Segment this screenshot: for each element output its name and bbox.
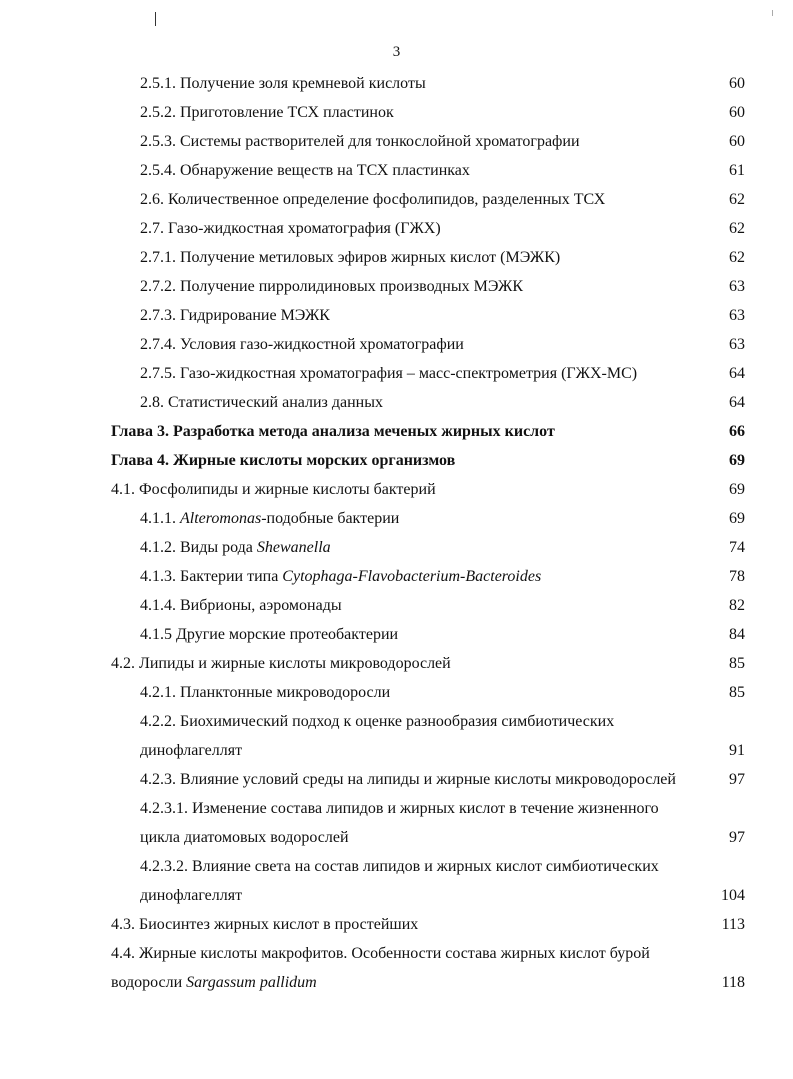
toc-entry — [0, 475, 793, 504]
text: Глава 3. Разработка метода анализа меченых жирных кислот — [111, 423, 555, 440]
toc-entry-title — [140, 98, 394, 127]
text: 4.1. Фосфолипиды и жирные кислоты бактерий — [111, 481, 436, 498]
toc-entry-title — [140, 620, 398, 649]
toc-entry — [0, 794, 793, 823]
toc-entry-title — [140, 707, 614, 736]
text: 2.7. Газо-жидкостная хроматография (ГЖХ) — [140, 220, 441, 237]
text: 4.2.3. Влияние условий среды на липиды и жирные кислоты микроводорослей — [140, 771, 676, 788]
text: 2.7.3. Гидрирование МЭЖК — [140, 307, 330, 324]
italic-text: Sargassum pallidum — [186, 974, 317, 991]
toc-entry — [0, 649, 793, 678]
toc-entry-page: 63 — [729, 307, 745, 324]
toc-entry-title — [140, 127, 580, 156]
scan-mark — [155, 12, 156, 26]
toc-entry-page: 85 — [729, 684, 745, 701]
toc-entry-title — [111, 939, 650, 968]
text: 4.1.1. — [140, 510, 180, 527]
toc-entry — [0, 330, 793, 359]
toc-entry — [0, 504, 793, 533]
toc-entry-title — [140, 156, 470, 185]
toc-entry-title — [111, 910, 418, 939]
toc-entry — [0, 156, 793, 185]
toc-entry-title — [140, 214, 441, 243]
toc-entry — [0, 243, 793, 272]
toc-entry-title — [140, 562, 541, 591]
toc-entry-page: 84 — [729, 626, 745, 643]
page-number: 3 — [392, 44, 401, 60]
toc-entry-title — [140, 272, 523, 301]
toc-entry — [0, 852, 793, 881]
toc-entry — [0, 939, 793, 968]
text: 2.6. Количественное определение фосфолипидов, разделенных ТСХ — [140, 191, 606, 208]
toc-entry-title — [140, 852, 659, 881]
text: 4.4. Жирные кислоты макрофитов. Особенности состава жирных кислот бурой — [111, 945, 650, 962]
toc-entry-title — [140, 591, 342, 620]
italic-text: Cytophaga-Flavobacterium-Bacteroides — [282, 568, 542, 585]
toc-entry — [0, 562, 793, 591]
toc-entry — [0, 301, 793, 330]
toc-entry-page: 63 — [729, 336, 745, 353]
toc-entry — [0, 272, 793, 301]
toc-entry — [0, 69, 793, 98]
toc-entry-title — [140, 301, 330, 330]
toc-entry-page: 82 — [729, 597, 745, 614]
toc-entry-page: 66 — [729, 423, 745, 440]
text: Глава 4. Жирные кислоты морских организмов — [111, 452, 456, 469]
toc-entry-title — [111, 417, 555, 446]
toc-entry — [0, 388, 793, 417]
toc-entry-title — [111, 475, 436, 504]
toc-entry-title — [111, 649, 451, 678]
toc-entry-title — [140, 765, 676, 794]
toc-entry — [0, 678, 793, 707]
text: 2.7.2. Получение пирролидиновых производных МЭЖК — [140, 278, 524, 295]
toc-entry — [0, 881, 793, 910]
toc-entry-title — [140, 794, 659, 823]
scan-mark — [772, 10, 773, 16]
toc-entry-page: 62 — [729, 220, 745, 237]
toc-entry — [0, 736, 793, 765]
text: 2.7.1. Получение метиловых эфиров жирных кислот (МЭЖК) — [140, 249, 561, 266]
text: 4.2. Липиды и жирные кислоты микроводорослей — [111, 655, 451, 672]
text: 4.1.5 Другие морские протеобактерии — [140, 626, 399, 643]
toc-entry — [0, 533, 793, 562]
toc-entry — [0, 707, 793, 736]
toc-entry — [0, 968, 793, 997]
text: 4.2.3.2. Влияние света на состав липидов и жирных кислот симбиотических — [140, 858, 659, 875]
text: 4.3. Биосинтез жирных кислот в простейших — [111, 916, 419, 933]
text: 4.1.2. Виды рода — [140, 539, 257, 556]
text: 4.2.3.1. Изменение состава липидов и жирных кислот в течение жизненного — [140, 800, 659, 817]
toc-entry-page: 69 — [729, 510, 745, 527]
toc-entry-title — [140, 736, 242, 765]
toc-entry-title — [111, 968, 317, 997]
toc-entry — [0, 591, 793, 620]
toc-entry-page: 85 — [729, 655, 745, 672]
toc-entry — [0, 823, 793, 852]
toc-entry-title — [140, 881, 242, 910]
toc-entry-title — [140, 823, 349, 852]
text: -подобные бактерии — [261, 510, 400, 527]
text: 2.8. Статистический анализ данных — [140, 394, 383, 411]
toc-entry — [0, 620, 793, 649]
text: 2.5.1. Получение золя кремневой кислоты — [140, 75, 426, 92]
toc-entry-page: 69 — [729, 452, 745, 469]
toc-entry-title — [140, 678, 390, 707]
toc-entry-page: 60 — [729, 75, 745, 92]
toc-entry-title — [140, 243, 560, 272]
toc-entry-page: 62 — [729, 191, 745, 208]
toc-entry — [0, 214, 793, 243]
toc-entry-title — [140, 388, 383, 417]
toc-entry-page: 91 — [729, 742, 745, 759]
toc-entry-page: 63 — [729, 278, 745, 295]
toc-entry-page: 118 — [721, 974, 745, 991]
toc-entry-title — [140, 359, 637, 388]
toc-entry — [0, 98, 793, 127]
text: водоросли — [111, 974, 187, 991]
text: цикла диатомовых водорослей — [140, 829, 349, 846]
toc-entry-page: 64 — [729, 394, 745, 411]
toc-entry-page: 60 — [729, 104, 745, 121]
toc-entry-page: 69 — [729, 481, 745, 498]
text: 2.7.5. Газо-жидкостная хроматография – масс-спектрометрия (ГЖХ-МС) — [140, 365, 638, 382]
toc-entry-page: 78 — [729, 568, 745, 585]
text: 2.7.4. Условия газо-жидкостной хроматографии — [140, 336, 464, 353]
toc-entry-page: 113 — [721, 916, 745, 933]
toc-entry-page: 104 — [721, 887, 745, 904]
toc-entry-title — [140, 330, 464, 359]
text: 2.5.2. Приготовление ТСХ пластинок — [140, 104, 394, 121]
text: 2.5.3. Системы растворителей для тонкослойной хроматографии — [140, 133, 580, 150]
toc-entry — [0, 910, 793, 939]
toc-entry — [0, 185, 793, 214]
toc-entry-title — [140, 69, 426, 98]
toc-entry — [0, 446, 793, 475]
italic-text: Shewanella — [256, 539, 331, 556]
toc-entry-title — [140, 504, 399, 533]
toc-entry-page: 97 — [729, 829, 745, 846]
text: 4.1.3. Бактерии типа — [140, 568, 283, 585]
toc-entry-title — [140, 185, 605, 214]
italic-text: Alteromonas — [180, 510, 262, 527]
toc-entry — [0, 127, 793, 156]
text: 4.2.1. Планктонные микроводоросли — [140, 684, 391, 701]
toc-entry-page: 74 — [729, 539, 745, 556]
text: 2.5.4. Обнаружение веществ на ТСХ пластинках — [140, 162, 470, 179]
toc-entry-page: 60 — [729, 133, 745, 150]
text: 4.2.2. Биохимический подход к оценке разнообразия симбиотических — [140, 713, 615, 730]
toc-entry — [0, 359, 793, 388]
toc-entry-page: 61 — [729, 162, 745, 179]
toc-entry-page: 62 — [729, 249, 745, 266]
toc-entry-page: 64 — [729, 365, 745, 382]
toc-entry — [0, 417, 793, 446]
toc-entry-page: 97 — [729, 771, 745, 788]
toc-entry-title — [140, 533, 331, 562]
text: динофлагеллят — [140, 887, 243, 904]
toc-entry-title — [111, 446, 455, 475]
text: динофлагеллят — [140, 742, 243, 759]
toc-entry — [0, 765, 793, 794]
text: 4.1.4. Вибрионы, аэромонады — [140, 597, 342, 614]
